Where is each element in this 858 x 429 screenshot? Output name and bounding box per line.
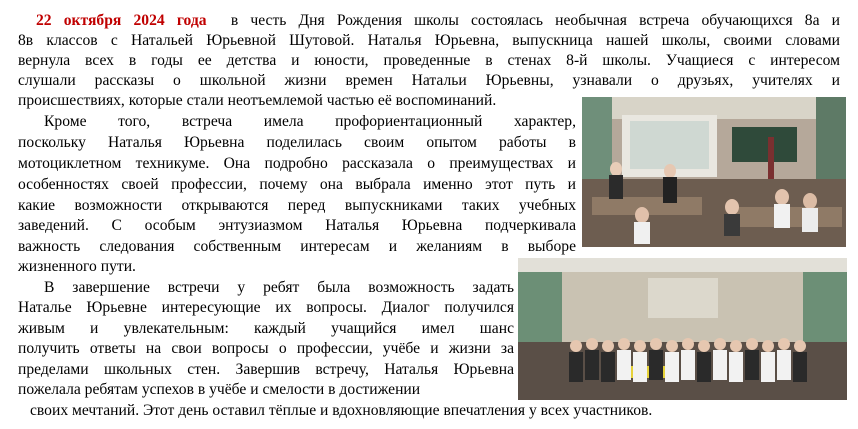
text-line-1: 22 октября 2024 года в честь Дня Рождения школы состоялась необычная встреча обучающихся 8а и (36, 12, 841, 29)
text-line-10: какие возможности открываются перед выпускниками таких учебных (18, 197, 576, 214)
text-line-13: жизненного пути. (18, 258, 136, 275)
text-line-15: Наталье Юрьевне интересующие их вопросы. Диалог получился (18, 299, 514, 316)
text-line-6: Кроме того, встреча имела профориентационный характер, (44, 113, 576, 130)
text-line-16: живым и увлекательным: каждый учащийся имел шанс (18, 320, 514, 337)
text-line-12: важность следования собственным интересам и желаниям в выборе (18, 238, 576, 255)
group-scene-image (518, 258, 847, 400)
text-line-14: В завершение встречи у ребят была возможность задать (44, 279, 514, 296)
event-date: 22 октября 2024 года (36, 12, 207, 29)
text-line-5: происшествиях, которые стали неотъемлемой частью её воспоминаний. (18, 92, 497, 109)
text-line-18: пределами школьных стен. Завершив встречу, Наталья Юрьевна (18, 361, 514, 378)
text-line-7: поскольку Наталья Юрьевна поделилась своим опытом работы в (18, 134, 576, 151)
meeting-classroom-photo (582, 97, 846, 247)
text-line-19: пожелала ребятам успехов в учёбе и смелости в достижении (18, 381, 421, 398)
text-line-20: своих мечтаний. Этот день оставил тёплые и вдохновляющие впечатления у всех участников. (30, 402, 653, 419)
text-line-11: заведений. С особым энтузиазмом Наталья Юрьевна подчеркивала (18, 217, 576, 234)
text-line-8: мотоциклетном техникуме. Она подробно рассказала о преимуществах и (18, 155, 576, 172)
text-line-17: получить ответы на свои вопросы о профессии, учёбе и жизни за (18, 340, 514, 357)
text-line-2: 8в классов с Натальей Юрьевной Шутовой. Наталья Юрьевна, выпускница нашей школы, своими словами (18, 32, 840, 49)
text-line-4: слушали рассказы о школьной жизни времен Натальи Юрьевны, узнавали о друзьях, учителях и (18, 72, 840, 89)
classroom-scene-image (582, 97, 846, 247)
group-photo (518, 258, 847, 400)
text-line-3: вернула всех в годы ее детства и юности, проведенные в стенах 8-й школы. Учащиеся с интересом (18, 52, 840, 69)
text-line-9: особенностях своей профессии, почему она выбрала именно этот путь и (18, 176, 576, 193)
